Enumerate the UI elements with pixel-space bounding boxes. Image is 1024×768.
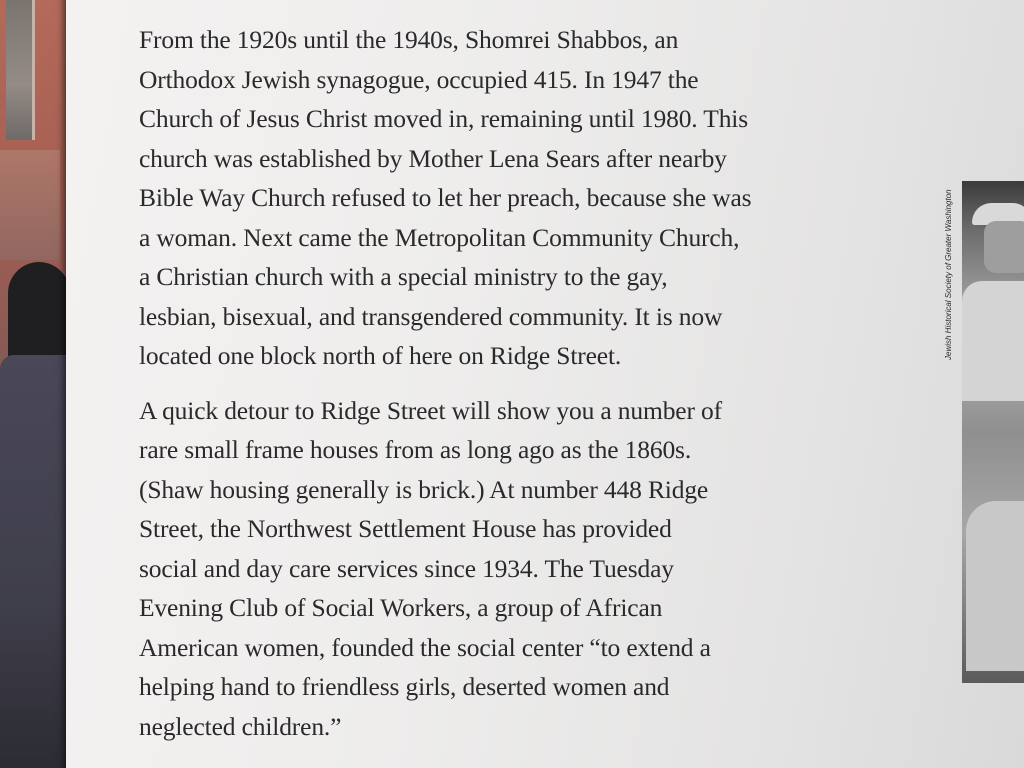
text-line: Street, the Northwest Settlement House has provided [139,514,672,543]
text-line: rare small frame houses from as long ago as the 1860s. [139,435,692,464]
sign-paragraph-1 [139,20,879,376]
text-line: helping hand to friendless girls, deserted women and [139,672,670,701]
photo-credit: Jewish Historical Society of Greater Washington [944,189,953,360]
building-facade [0,150,60,260]
text-line: a woman. Next came the Metropolitan Community Church, [139,222,740,252]
text-line: located one block north of here on Ridge Street. [139,341,622,370]
text-line: American women, founded the social center “to extend a [139,632,711,662]
person-head [8,262,70,362]
text-line: Evening Club of Social Workers, a group of African [139,593,663,622]
text-line: Bible Way Church refused to let her preach, because she was [139,183,752,212]
sign-body-text [139,20,879,746]
text-line: social and day care services since 1934. The Tuesday [139,553,674,583]
sign-paragraph-2 [139,391,879,747]
text-line: church was established by Mother Lena Sears after nearby [139,143,727,173]
second-player-uniform [966,501,1024,671]
player-face [984,221,1024,273]
text-line: lesbian, bisexual, and transgendered community. It is now [139,301,723,331]
text-line: Church of Jesus Christ moved in, remaining until 1980. This [139,104,749,133]
text-line: From the 1920s until the 1940s, Shomrei Shabbos, an [139,25,679,54]
text-line: A quick detour to Ridge Street will show you a number of [139,395,722,425]
text-line: a Christian church with a special ministry to the gay, [139,262,668,291]
building-window [6,0,35,140]
text-line: (Shaw housing generally is brick.) At number 448 Ridge [139,474,709,504]
person-jacket [0,355,68,768]
brick-building-background [0,0,70,768]
text-line: Orthodox Jewish synagogue, occupied 415. In 1947 the [139,64,699,94]
baseball-team-photo [962,181,1024,683]
text-line: neglected children.” [139,711,342,741]
player-uniform [962,281,1024,401]
